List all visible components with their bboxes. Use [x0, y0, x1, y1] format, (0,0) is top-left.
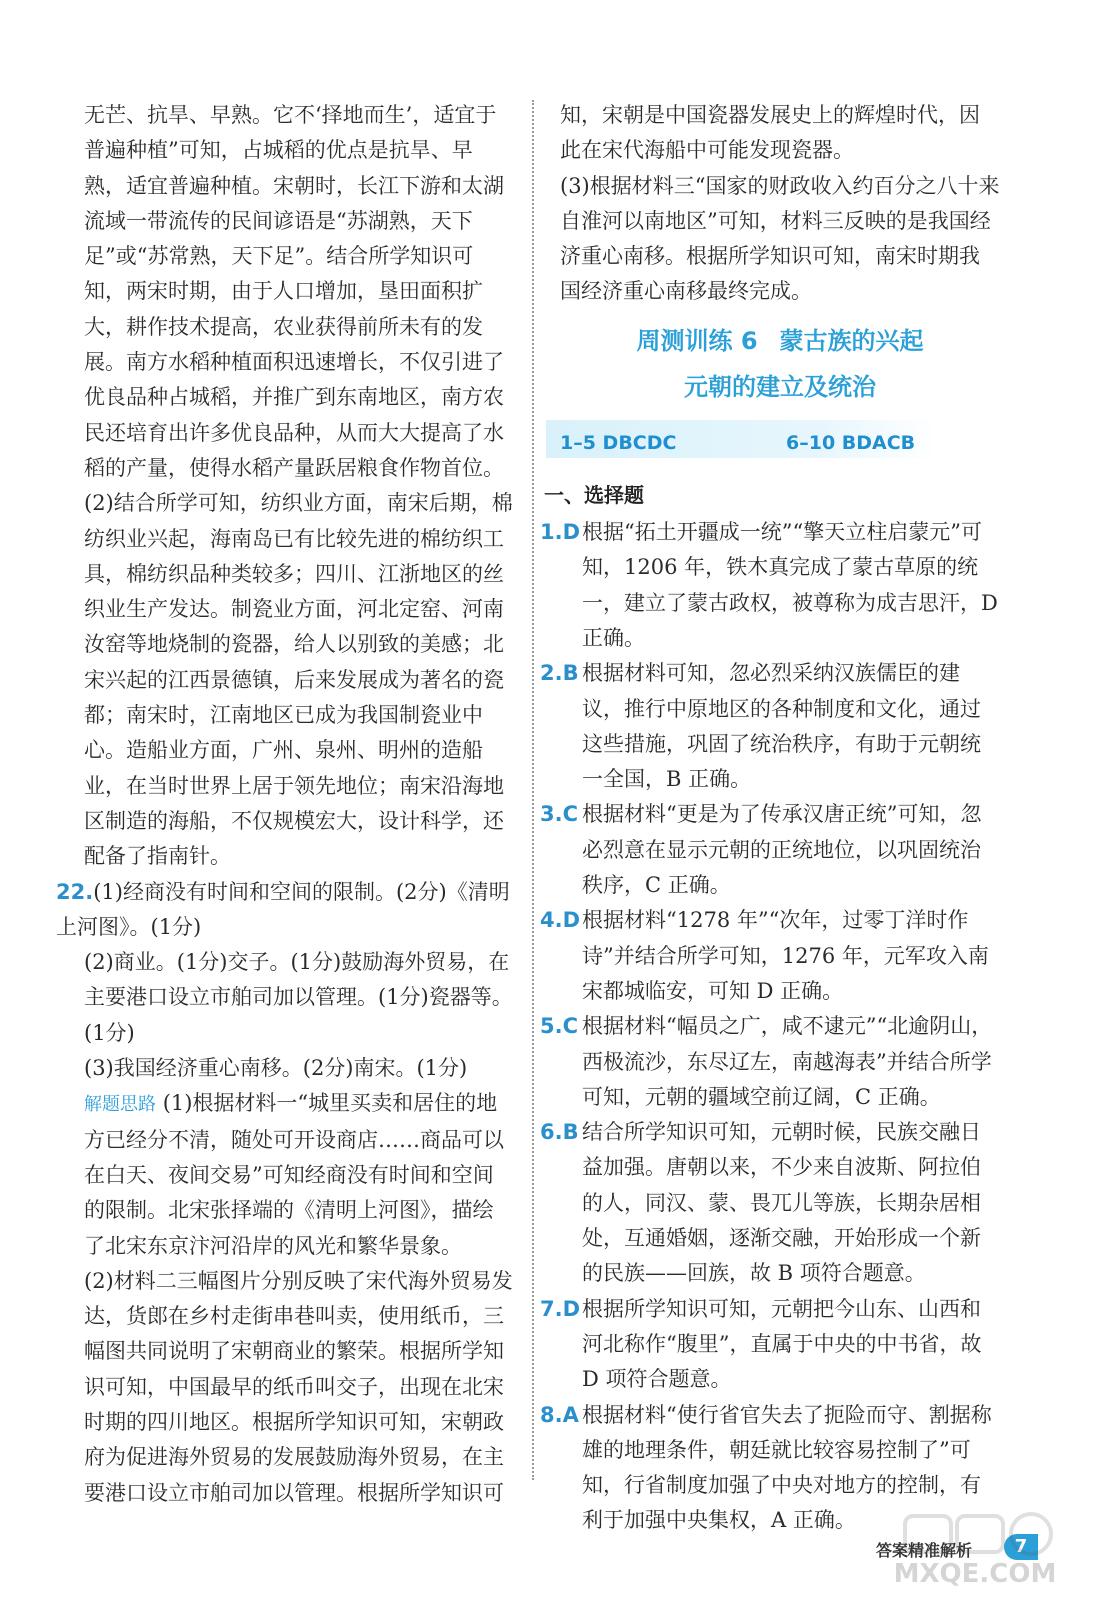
- answer-key-1-5: 1–5 DBCDC: [560, 431, 677, 454]
- answer-number: 5.C: [540, 1014, 579, 1039]
- footer-label: 答案精准解析: [876, 1541, 973, 1560]
- section-title-topic: 蒙古族的兴起: [779, 326, 924, 355]
- question-22-answer-1-text: (1)经商没有时间和空间的限制。(2分)《清明上河图》。(1分): [56, 879, 510, 939]
- answer-number: 1.D: [540, 520, 581, 545]
- solution-thinking-label: 解题思路: [84, 1094, 156, 1116]
- answer-item: [540, 515, 1000, 656]
- answer-item: [540, 1009, 1000, 1115]
- answer-explanation: 根据所学知识可知，元朝把今山东、山西和河北称作“腹里”，直属于中央的中书省，故 D 项符合题意。: [582, 1296, 982, 1392]
- answer-explanation: 根据材料可知，忽必烈采纳汉族儒臣的建议，推行中原地区的各种制度和文化，通过这些措施，巩固了统治秩序，有助于元朝统一全国，B 正确。: [582, 661, 981, 792]
- left-paragraph-3: (2)材料二三幅图片分别反映了宋代海外贸易发达，货郎在乡村走街串巷叫卖，使用纸币，三幅图共同说明了宋朝商业的繁荣。根据所学知识可知，中国最早的纸币叫交子，出现在北宋时期的四川地区。根据所学知识可知，宋朝政府为促进海外贸易的发展鼓励海外贸易，在主要港口设立市舶司加以管理。根据所学知识可: [84, 1268, 513, 1505]
- question-22-answer-2: (2)商业。(1分)交子。(1分)鼓励海外贸易，在主要港口设立市舶司加以管理。(1分)瓷器等。(1分): [84, 950, 513, 1045]
- answer-key-bar: [546, 420, 936, 458]
- answer-item: [540, 656, 1000, 797]
- answer-explanation: 根据“拓土开疆成一统”“擎天立柱启蒙元”可知，1206 年，铁木真完成了蒙古草原的统一，建立了蒙古政权，被尊称为成吉思汗，D 正确。: [582, 520, 998, 650]
- answer-number: 6.B: [540, 1120, 579, 1145]
- answer-explanation: 根据材料“更是为了传承汉唐正统”可知，忽必烈意在显示元朝的正统地位，以巩固统治秩序，C 正确。: [582, 802, 982, 898]
- section-title-line-2: 元朝的建立及统治: [684, 372, 876, 401]
- answer-item: [540, 797, 1000, 903]
- answer-explanation: 结合所学知识可知，元朝时候，民族交融日益加强。唐朝以来，不少来自波斯、阿拉伯的人，同汉、蒙、畏兀儿等族，长期杂居相处，互通婚姻，逐渐交融，开始形成一个新的民族——回族，故 B 项符合题意。: [582, 1120, 981, 1286]
- answer-item: [540, 1115, 1000, 1291]
- left-column: [56, 98, 514, 1511]
- question-22-answer-3: (3)我国经济重心南移。(2分)南宋。(1分): [84, 1056, 468, 1081]
- left-paragraph-2: (2)结合所学可知，纺织业方面，南宋后期，棉纺织业兴起，海南岛已有比较先进的棉纺织工具，棉纺织品种类较多；四川、江浙地区的丝织业生产发达。制瓷业方面，河北定窑、河南汝窑等地烧制的瓷器，给人以别致的美感；北宋兴起的江西景德镇，后来发展成为著名的瓷都；南宋时，江南地区已成为我国制瓷业中心。造船业方面，广州、泉州、明州的造船业，在当时世界上居于领先地位；南宋沿海地区制造的海船，不仅规模宏大，设计科学，还配备了指南针。: [84, 491, 513, 869]
- answer-number: 4.D: [540, 908, 581, 933]
- solution-thinking-text: (1)根据材料一“城里买卖和居住的地方已经分不清，随处可开设商店……商品可以在白天、夜间交易”可知经商没有时间和空间的限制。北宋张择端的《清明上河图》，描绘了北宋东京汴河沿岸的风光和繁华景象。: [84, 1091, 504, 1258]
- right-paragraph-1: 知，宋朝是中国瓷器发展史上的辉煌时代，因此在宋代海船中可能发现瓷器。: [560, 103, 980, 163]
- watermark-logo: [875, 1510, 1075, 1590]
- left-paragraph-1: 无芒、抗旱、早熟。它不‘择地而生’，适宜于普遍种植”可知，占城稻的优点是抗旱、早熟，适宜普遍种植。宋朝时，长江下游和太湖流域一带流传的民间谚语是“苏湖熟，天下足”或“苏常熟，天下足”。结合所学知识可知，两宋时期，由于人口增加，垦田面积扩大，耕作技术提高，农业获得前所未有的发展。南方水稻种植面积迅速增长，不仅引进了优良品种占城稻，并推广到东南地区，南方农民还培育出许多优良品种，从而大大提高了水稻的产量，使得水稻产量跃居粮食作物首位。: [84, 103, 504, 480]
- answer-explanation: 根据材料“使行省官失去了扼险而守、割据称雄的地理条件，朝廷就比较容易控制了”可知，行省制度加强了中央对地方的控制，有利于加强中央集权，A 正确。: [582, 1402, 992, 1533]
- answer-number: 2.B: [540, 661, 579, 686]
- answer-number: 7.D: [540, 1296, 581, 1321]
- answer-explanation: 根据材料“幅员之广，咸不逮元”“北逾阴山，西极流沙，东尽辽左，南越海表”并结合所学可知，元朝的疆域空前辽阔，C 正确。: [582, 1014, 993, 1109]
- answer-number: 3.C: [540, 802, 579, 827]
- right-paragraph-2: (3)根据材料三“国家的财政收入约百分之八十来自淮河以南地区”可知，材料三反映的是我国经济重心南移。根据所学知识可知，南宋时期我国经济重心南移最终完成。: [560, 173, 1000, 304]
- column-divider: [532, 100, 534, 1480]
- answer-key-6-10: 6–10 BDACB: [786, 431, 916, 454]
- question-22-answer-1: [56, 875, 514, 946]
- solution-thinking: [84, 1086, 514, 1263]
- right-column: [540, 98, 1000, 1539]
- answer-explanation: 根据材料“1278 年”“次年，过零丁洋时作诗”并结合所学可知，1276 年，元军攻入南宋都城临安，可知 D 正确。: [582, 908, 989, 1003]
- question-22-number: 22.: [56, 879, 94, 904]
- answer-number: 8.A: [540, 1402, 579, 1427]
- answer-list: [540, 515, 1000, 1539]
- answer-item: [540, 1292, 1000, 1398]
- page-number: 7: [1004, 1534, 1038, 1560]
- section-heading-choice: 一、选择题: [544, 482, 644, 507]
- watermark-text: MXQE.COM: [893, 1559, 1057, 1589]
- section-title-number: 周测训练 6: [636, 326, 758, 355]
- answer-item: [540, 903, 1000, 1009]
- section-title-line-1: [560, 318, 1000, 364]
